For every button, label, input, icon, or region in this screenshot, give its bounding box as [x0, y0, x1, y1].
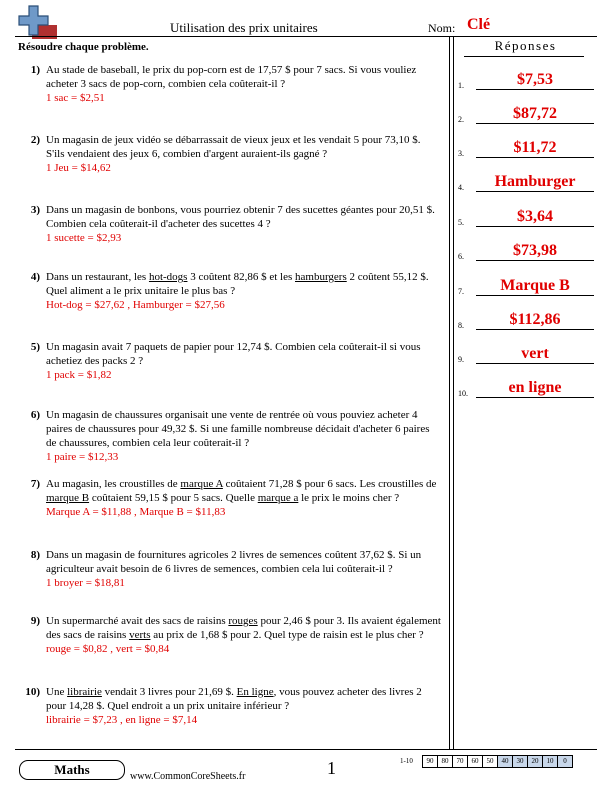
name-label: Nom: [428, 21, 456, 35]
score-cell: 70 [452, 755, 468, 768]
problem-number: 9) [30, 615, 40, 627]
problem-solution: 1 broyer = $18,81 [46, 577, 125, 589]
score-cell: 50 [482, 755, 498, 768]
page-number: 1 [327, 758, 336, 778]
problem-text: Dans un magasin de bonbons, vous pourriez obtenir 7 des sucettes géantes pour 20,51 $. Combien cela coûterait-il d'acheter des sucettes 4 ? [46, 204, 435, 230]
problem-number: 1) [30, 64, 40, 76]
answer-number: 2. [458, 115, 464, 124]
problem-text: Un supermarché avait des sacs de raisins [46, 615, 229, 627]
problem-solution: rouge = $0,82 , vert = $0,84 [46, 643, 170, 655]
problem-text: Un magasin avait 7 paquets de papier pour 12,74 $. Combien cela coûterait-il si vous achetiez des packs 2 ? [46, 341, 421, 367]
score-cell: 80 [437, 755, 453, 768]
answer-number: 1. [458, 81, 464, 90]
underlined-term: librairie [67, 686, 102, 698]
problem-number: 8) [30, 549, 40, 561]
problem-text: , vous pouvez acheter des livres 2 pour 14,28 $. Quel endroit a un prix unitaire inférieur ? [46, 686, 422, 712]
score-cell: 20 [527, 755, 543, 768]
column-divider [449, 37, 450, 749]
score-cell: 0 [557, 755, 573, 768]
answer-9 [458, 338, 598, 368]
score-cell: 90 [422, 755, 438, 768]
problem-text: Un magasin de chaussures organisait une vente de rentrée où vous pouviez acheter 4 paires de chaussures pour 49,32 $. Si une famille nombreuse décidait d'acheter 6 paires de chaussures, combien cela leur coûterait-il ? [46, 409, 430, 449]
problem-solution: 1 Jeu = $14,62 [46, 162, 111, 174]
answer-number: 8. [458, 321, 464, 330]
column-divider-inner [453, 37, 454, 749]
problem-text: Dans un restaurant, les [46, 271, 149, 283]
answer-value: $112,86 [476, 310, 594, 330]
answer-key-label: Clé [467, 16, 491, 33]
answer-7 [458, 270, 598, 300]
underlined-term: marque B [46, 492, 90, 504]
underlined-term: verts [129, 629, 151, 641]
problem-text: Un magasin de jeux vidéo se débarrassait de vieux jeux et les vendait 5 pour 73,10 $. S'ils vendaient des jeux 6, combien d'argent auraient-ils gagné ? [46, 134, 421, 160]
answer-10 [458, 372, 598, 402]
underlined-term: En ligne [236, 686, 274, 698]
problem-number: 7) [30, 478, 40, 490]
score-cell: 60 [467, 755, 483, 768]
problem-text: Au stade de baseball, le prix du pop-corn est de 17,57 $ pour 7 sacs. Si vous vouliez acheter 3 sacs de pop-corn, combien cela coûterait-il ? [46, 64, 417, 90]
subject-badge: Maths [19, 760, 125, 780]
underlined-term: rouges [228, 615, 258, 627]
answer-number: 10. [458, 389, 468, 398]
problem-text: au prix de 1,68 $ pour 2. Quel type de raisin est le plus cher ? [150, 629, 424, 641]
underlined-term: marque A [180, 478, 223, 490]
problem-solution: 1 sucette = $2,93 [46, 232, 122, 244]
answer-1 [458, 64, 598, 94]
answer-value: Hamburger [476, 172, 594, 192]
answer-number: 7. [458, 287, 464, 296]
problem-text: le prix le moins cher ? [298, 492, 400, 504]
answer-value: $73,98 [476, 241, 594, 261]
answer-value: Marque B [476, 276, 594, 296]
problem-number: 3) [30, 204, 40, 216]
problem-solution: librairie = $7,23 , en ligne = $7,14 [46, 714, 198, 726]
score-table [423, 755, 573, 768]
site-url: www.CommonCoreSheets.fr [130, 771, 246, 782]
answer-3 [458, 132, 598, 162]
problem-text: vendait 3 livres pour 21,69 $. [101, 686, 237, 698]
answers-heading-rule [464, 56, 584, 57]
problem-solution: Marque A = $11,88 , Marque B = $11,83 [46, 506, 226, 518]
problem-solution: 1 pack = $1,82 [46, 369, 112, 381]
problem-text: 3 coûtent 82,86 $ et les [187, 271, 295, 283]
problem-number: 4) [30, 271, 40, 283]
answer-number: 3. [458, 149, 464, 158]
answer-value: $7,53 [476, 70, 594, 90]
instructions: Résoudre chaque problème. [18, 41, 149, 53]
answer-value: en ligne [476, 378, 594, 398]
problem-text: Dans un magasin de fournitures agricoles 2 livres de semences coûtent 37,62 $. Si un agriculteur avait besoin de 6 livres de semences, combien cela lui coûterait-il ? [46, 549, 422, 575]
problem-text: coûtaient 71,28 $ pour 6 sacs. Les croustilles de [222, 478, 437, 490]
answer-value: $87,72 [476, 104, 594, 124]
answer-value: $11,72 [476, 138, 594, 158]
problem-number: 5) [30, 341, 40, 353]
worksheet-title: Utilisation des prix unitaires [170, 20, 318, 35]
answer-2 [458, 98, 598, 128]
score-cell: 40 [497, 755, 513, 768]
answer-5 [458, 201, 598, 231]
answer-8 [458, 304, 598, 334]
problem-number: 2) [30, 134, 40, 146]
answers-heading: Réponses [494, 38, 557, 53]
problem-solution: 1 paire = $12,33 [46, 451, 119, 463]
answer-number: 5. [458, 218, 464, 227]
problem-text: Au magasin, les croustilles de [46, 478, 181, 490]
problem-solution: 1 sac = $2,51 [46, 92, 105, 104]
answer-value: $3,64 [476, 207, 594, 227]
score-cell: 10 [542, 755, 558, 768]
answer-number: 4. [458, 183, 464, 192]
problem-text: pour 2,46 $ pour 3. Ils avaient également des sacs de raisins [46, 615, 441, 641]
problem-text: Une [46, 686, 68, 698]
underlined-term: marque a [257, 492, 299, 504]
answer-4 [458, 166, 598, 196]
problem-number: 10) [25, 686, 40, 698]
answer-number: 6. [458, 252, 464, 261]
top-rule [15, 36, 597, 37]
problem-solution: Hot-dog = $27,62 , Hamburger = $27,56 [46, 299, 225, 311]
answer-value: vert [476, 344, 594, 364]
answer-6 [458, 235, 598, 265]
problem-number: 6) [30, 409, 40, 421]
problem-text: 2 coûtent 55,12 $. Quel aliment a le prix unitaire le plus bas ? [46, 271, 429, 297]
score-cell: 30 [512, 755, 528, 768]
score-range-label: 1-10 [400, 757, 413, 765]
problem-text: coûtaient 59,15 $ pour 5 sacs. Quelle [89, 492, 258, 504]
underlined-term: hot-dogs [148, 271, 188, 283]
underlined-term: hamburgers [295, 271, 347, 283]
bottom-rule [15, 749, 597, 750]
answer-number: 9. [458, 355, 464, 364]
